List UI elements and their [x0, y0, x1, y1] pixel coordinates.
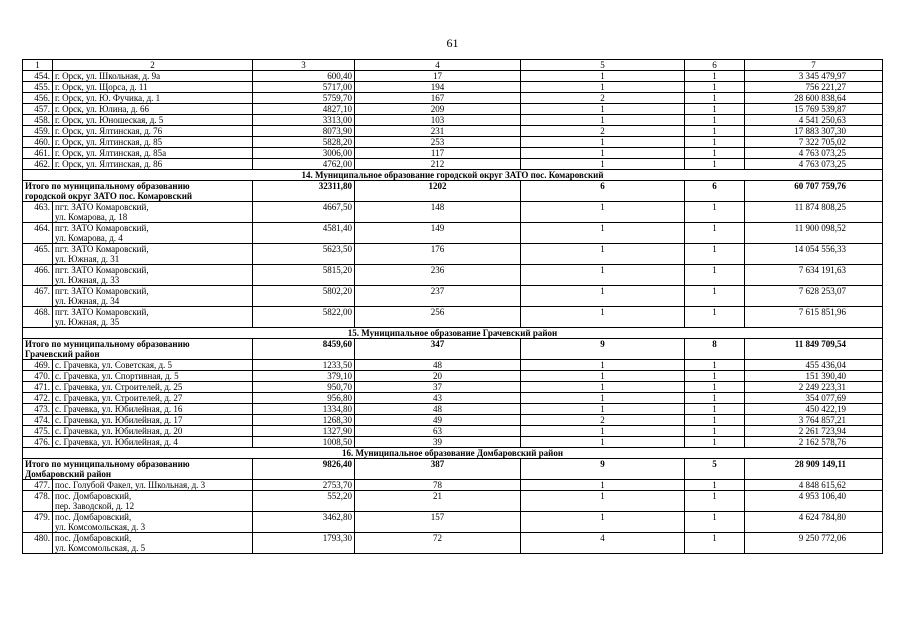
address — [53, 202, 253, 223]
text-line: с. Грачевка, ул. Юбилейная, д. 4 — [55, 437, 178, 447]
col4-value: 194 — [355, 82, 521, 93]
row-number: 468. — [23, 307, 53, 328]
text-line: с. Грачевка, ул. Юбилейная, д. 20 — [55, 426, 183, 436]
address — [53, 512, 253, 533]
table-row — [23, 244, 883, 265]
text-line: с. Грачевка, ул. Юбилейная, д. 17 — [55, 415, 183, 425]
area: 4667,50 — [253, 202, 355, 223]
sum: 17 883 307,30 — [745, 126, 883, 137]
col4-value: 63 — [355, 426, 521, 437]
row-number: 460. — [23, 137, 53, 148]
area: 950,70 — [253, 382, 355, 393]
row-number: 464. — [23, 223, 53, 244]
table-row — [23, 404, 883, 415]
table-row — [23, 82, 883, 93]
row-number: 469. — [23, 360, 53, 371]
row-number: 474. — [23, 415, 53, 426]
col5-value: 1 — [521, 148, 685, 159]
sum: 11 900 098,52 — [745, 223, 883, 244]
area: 600,40 — [253, 71, 355, 82]
row-number: 472. — [23, 393, 53, 404]
area: 956,80 — [253, 393, 355, 404]
address — [53, 82, 253, 93]
col5-value: 1 — [521, 393, 685, 404]
address — [53, 393, 253, 404]
row-number: 454. — [23, 71, 53, 82]
sum: 28 600 838,64 — [745, 93, 883, 104]
column-header: 1 — [23, 60, 53, 71]
text-line: с. Грачевка, ул. Советская, д. 5 — [55, 360, 173, 370]
col6-value: 1 — [685, 404, 745, 415]
col4-value: 49 — [355, 415, 521, 426]
col5-value: 1 — [521, 265, 685, 286]
text-line: с. Грачевка, ул. Юбилейная, д. 16 — [55, 404, 183, 414]
col4-value: 37 — [355, 382, 521, 393]
col5-value: 2 — [521, 126, 685, 137]
table-row — [23, 307, 883, 328]
col5-value: 1 — [521, 286, 685, 307]
address — [53, 148, 253, 159]
col4-value: 48 — [355, 404, 521, 415]
col5-value: 4 — [521, 533, 685, 554]
sum: 756 221,27 — [745, 82, 883, 93]
text-line: ул. Южная, д. 33 — [55, 275, 120, 285]
col5-value: 1 — [521, 137, 685, 148]
area: 1793,30 — [253, 533, 355, 554]
column-header: 2 — [53, 60, 253, 71]
col4-value: 103 — [355, 115, 521, 126]
row-number: 476. — [23, 437, 53, 448]
area: 2753,70 — [253, 480, 355, 491]
col4-value: 236 — [355, 265, 521, 286]
total-col4: 347 — [355, 339, 521, 360]
sum: 3 764 857,21 — [745, 415, 883, 426]
col6-value: 1 — [685, 360, 745, 371]
col4-value: 176 — [355, 244, 521, 265]
text-line: г. Орск, ул. Юношеская, д. 5 — [55, 115, 164, 125]
col5-value: 1 — [521, 104, 685, 115]
row-number: 477. — [23, 480, 53, 491]
col5-value: 1 — [521, 202, 685, 223]
col6-value: 1 — [685, 223, 745, 244]
table-row — [23, 126, 883, 137]
text-line: пгт. ЗАТО Комаровский, — [55, 202, 149, 212]
col6-value: 1 — [685, 71, 745, 82]
text-line: г. Орск, ул. Ю. Фучика, д. 1 — [55, 93, 161, 103]
section-title: 16. Муниципальное образование Домбаровский район — [23, 448, 883, 459]
col6-value: 1 — [685, 533, 745, 554]
sum: 4 624 784,80 — [745, 512, 883, 533]
col6-value: 1 — [685, 265, 745, 286]
area: 1334,80 — [253, 404, 355, 415]
col5-value: 1 — [521, 480, 685, 491]
col4-value: 256 — [355, 307, 521, 328]
col5-value: 1 — [521, 244, 685, 265]
col4-value: 231 — [355, 126, 521, 137]
col6-value: 1 — [685, 415, 745, 426]
row-number: 462. — [23, 159, 53, 170]
area: 3462,80 — [253, 512, 355, 533]
col6-value: 1 — [685, 159, 745, 170]
col5-value: 1 — [521, 404, 685, 415]
row-number: 478. — [23, 491, 53, 512]
sum: 2 261 723,94 — [745, 426, 883, 437]
area: 5802,20 — [253, 286, 355, 307]
col4-value: 209 — [355, 104, 521, 115]
col6-value: 1 — [685, 307, 745, 328]
table-row — [23, 426, 883, 437]
col4-value: 149 — [355, 223, 521, 244]
row-number: 470. — [23, 371, 53, 382]
total-label — [23, 339, 253, 360]
area: 1233,50 — [253, 360, 355, 371]
table-row — [23, 371, 883, 382]
total-sum: 28 909 149,11 — [745, 459, 883, 480]
sum: 4 848 615,62 — [745, 480, 883, 491]
sum: 354 077,69 — [745, 393, 883, 404]
address — [53, 223, 253, 244]
text-line: ул. Комсомольская, д. 5 — [55, 543, 146, 553]
text-line: ул. Комарова, д. 4 — [55, 233, 123, 243]
area: 4762,00 — [253, 159, 355, 170]
address — [53, 286, 253, 307]
col4-value: 157 — [355, 512, 521, 533]
area: 552,20 — [253, 491, 355, 512]
column-header: 6 — [685, 60, 745, 71]
col4-value: 21 — [355, 491, 521, 512]
total-col6: 8 — [685, 339, 745, 360]
column-header: 3 — [253, 60, 355, 71]
col6-value: 1 — [685, 126, 745, 137]
total-label — [23, 181, 253, 202]
text-line: городской округ ЗАТО пос. Комаровский — [25, 191, 193, 201]
address — [53, 265, 253, 286]
area: 4581,40 — [253, 223, 355, 244]
col5-value: 1 — [521, 512, 685, 533]
col5-value: 1 — [521, 491, 685, 512]
table-row — [23, 202, 883, 223]
col4-value: 39 — [355, 437, 521, 448]
row-number: 466. — [23, 265, 53, 286]
total-area: 9826,40 — [253, 459, 355, 480]
table-row — [23, 286, 883, 307]
sum: 4 763 073,25 — [745, 159, 883, 170]
table-row — [23, 360, 883, 371]
col4-value: 43 — [355, 393, 521, 404]
text-line: с. Грачевка, ул. Строителей, д. 27 — [55, 393, 183, 403]
address — [53, 415, 253, 426]
col6-value: 1 — [685, 371, 745, 382]
text-line: пос. Домбаровский, — [55, 533, 132, 543]
total-col6: 6 — [685, 181, 745, 202]
section-total-row — [23, 339, 883, 360]
area: 5623,50 — [253, 244, 355, 265]
area: 3313,00 — [253, 115, 355, 126]
area: 1327,90 — [253, 426, 355, 437]
sum: 14 054 556,33 — [745, 244, 883, 265]
area: 4827,10 — [253, 104, 355, 115]
table-row — [23, 223, 883, 244]
section-heading-row — [23, 448, 883, 459]
text-line: г. Орск, ул. Школьная, д. 9а — [55, 71, 161, 81]
section-heading-row — [23, 170, 883, 181]
sum: 7 322 705,02 — [745, 137, 883, 148]
address — [53, 244, 253, 265]
text-line: пос. Голубой Факел, ул. Школьная, д. 3 — [55, 480, 206, 490]
col4-value: 17 — [355, 71, 521, 82]
table-row — [23, 71, 883, 82]
row-number: 455. — [23, 82, 53, 93]
column-header: 5 — [521, 60, 685, 71]
address — [53, 360, 253, 371]
text-line: пос. Домбаровский, — [55, 491, 132, 501]
col4-value: 167 — [355, 93, 521, 104]
col5-value: 1 — [521, 307, 685, 328]
total-col4: 1202 — [355, 181, 521, 202]
col5-value: 1 — [521, 71, 685, 82]
sum: 2 162 578,76 — [745, 437, 883, 448]
text-line: ул. Южная, д. 34 — [55, 296, 120, 306]
table-row — [23, 491, 883, 512]
total-col4: 387 — [355, 459, 521, 480]
sum: 7 615 851,96 — [745, 307, 883, 328]
table-row — [23, 382, 883, 393]
address — [53, 104, 253, 115]
col6-value: 1 — [685, 93, 745, 104]
text-line: г. Орск, ул. Ялтинская, д. 85 — [55, 137, 163, 147]
col5-value: 2 — [521, 415, 685, 426]
address — [53, 307, 253, 328]
section-title: 15. Муниципальное образование Грачевский район — [23, 328, 883, 339]
col6-value: 1 — [685, 202, 745, 223]
address — [53, 382, 253, 393]
total-col5: 9 — [521, 339, 685, 360]
section-total-row — [23, 181, 883, 202]
table-row — [23, 93, 883, 104]
section-heading-row — [23, 328, 883, 339]
total-col5: 9 — [521, 459, 685, 480]
total-sum: 11 849 709,54 — [745, 339, 883, 360]
row-number: 457. — [23, 104, 53, 115]
col5-value: 1 — [521, 223, 685, 244]
col6-value: 1 — [685, 137, 745, 148]
sum: 455 436,04 — [745, 360, 883, 371]
col6-value: 1 — [685, 244, 745, 265]
section-total-row — [23, 459, 883, 480]
row-number: 461. — [23, 148, 53, 159]
total-label — [23, 459, 253, 480]
col4-value: 72 — [355, 533, 521, 554]
table-row — [23, 512, 883, 533]
section-title: 14. Муниципальное образование городской округ ЗАТО пос. Комаровский — [23, 170, 883, 181]
col4-value: 78 — [355, 480, 521, 491]
col5-value: 1 — [521, 82, 685, 93]
text-line: Грачевский район — [25, 349, 100, 359]
area: 5828,20 — [253, 137, 355, 148]
text-line: пгт. ЗАТО Комаровский, — [55, 307, 149, 317]
table-row — [23, 148, 883, 159]
table-row — [23, 137, 883, 148]
table-row — [23, 115, 883, 126]
total-col6: 5 — [685, 459, 745, 480]
col6-value: 1 — [685, 148, 745, 159]
column-header: 7 — [745, 60, 883, 71]
col6-value: 1 — [685, 393, 745, 404]
row-number: 458. — [23, 115, 53, 126]
sum: 4 541 250,63 — [745, 115, 883, 126]
text-line: ул. Комсомольская, д. 3 — [55, 522, 146, 532]
area: 8073,90 — [253, 126, 355, 137]
row-number: 479. — [23, 512, 53, 533]
sum: 450 422,19 — [745, 404, 883, 415]
address — [53, 126, 253, 137]
text-line: пгт. ЗАТО Комаровский, — [55, 223, 149, 233]
row-number: 465. — [23, 244, 53, 265]
row-number: 475. — [23, 426, 53, 437]
sum: 15 769 539,87 — [745, 104, 883, 115]
table-row — [23, 159, 883, 170]
text-line: Итого по муниципальному образованию — [25, 459, 190, 469]
text-line: г. Орск, ул. Ялтинская, д. 86 — [55, 159, 163, 169]
sum: 3 345 479,97 — [745, 71, 883, 82]
total-sum: 60 707 759,76 — [745, 181, 883, 202]
text-line: г. Орск, ул. Юлина, д. 66 — [55, 104, 149, 114]
text-line: Итого по муниципальному образованию — [25, 181, 190, 191]
col4-value: 48 — [355, 360, 521, 371]
total-area: 32311,80 — [253, 181, 355, 202]
col6-value: 1 — [685, 426, 745, 437]
address — [53, 491, 253, 512]
row-number: 459. — [23, 126, 53, 137]
area: 3006,00 — [253, 148, 355, 159]
col4-value: 117 — [355, 148, 521, 159]
col4-value: 253 — [355, 137, 521, 148]
row-number: 480. — [23, 533, 53, 554]
col6-value: 1 — [685, 382, 745, 393]
col6-value: 1 — [685, 104, 745, 115]
text-line: с. Грачевка, ул. Спортивная, д. 5 — [55, 371, 179, 381]
text-line: ул. Комарова, д. 18 — [55, 212, 128, 222]
col5-value: 1 — [521, 159, 685, 170]
sum: 2 249 223,31 — [745, 382, 883, 393]
text-line: Домбаровский район — [25, 469, 112, 479]
sum: 11 874 808,25 — [745, 202, 883, 223]
area: 5759,70 — [253, 93, 355, 104]
address — [53, 426, 253, 437]
sum: 7 628 253,07 — [745, 286, 883, 307]
table-row — [23, 437, 883, 448]
address — [53, 480, 253, 491]
col4-value: 237 — [355, 286, 521, 307]
sum: 4 763 073,25 — [745, 148, 883, 159]
col5-value: 1 — [521, 371, 685, 382]
table-row — [23, 533, 883, 554]
table-row — [23, 480, 883, 491]
sum: 4 953 106,40 — [745, 491, 883, 512]
page-number: 61 — [446, 36, 459, 50]
sum: 9 250 772,06 — [745, 533, 883, 554]
col4-value: 20 — [355, 371, 521, 382]
col5-value: 2 — [521, 93, 685, 104]
text-line: пгт. ЗАТО Комаровский, — [55, 286, 149, 296]
col5-value: 1 — [521, 382, 685, 393]
text-line: Итого по муниципальному образованию — [25, 339, 190, 349]
col6-value: 1 — [685, 480, 745, 491]
text-line: г. Орск, ул. Ялтинская, д. 76 — [55, 126, 163, 136]
col4-value: 148 — [355, 202, 521, 223]
area: 1008,50 — [253, 437, 355, 448]
row-number: 471. — [23, 382, 53, 393]
area: 379,10 — [253, 371, 355, 382]
table-row — [23, 415, 883, 426]
row-number: 473. — [23, 404, 53, 415]
sum: 151 390,40 — [745, 371, 883, 382]
col6-value: 1 — [685, 115, 745, 126]
col5-value: 1 — [521, 426, 685, 437]
address — [53, 371, 253, 382]
text-line: с. Грачевка, ул. Строителей, д. 25 — [55, 382, 183, 392]
table-row — [23, 393, 883, 404]
address — [53, 137, 253, 148]
row-number: 467. — [23, 286, 53, 307]
col6-value: 1 — [685, 286, 745, 307]
text-line: ул. Южная, д. 31 — [55, 254, 120, 264]
area: 1268,30 — [253, 415, 355, 426]
address — [53, 533, 253, 554]
table-row — [23, 104, 883, 115]
address — [53, 71, 253, 82]
col5-value: 1 — [521, 115, 685, 126]
col6-value: 1 — [685, 82, 745, 93]
col5-value: 1 — [521, 360, 685, 371]
text-line: ул. Южная, д. 35 — [55, 317, 120, 327]
address — [53, 115, 253, 126]
table-row — [23, 265, 883, 286]
address — [53, 437, 253, 448]
address — [53, 404, 253, 415]
text-line: пос. Домбаровский, — [55, 512, 132, 522]
text-line: пер. Заводской, д. 12 — [55, 501, 135, 511]
col4-value: 212 — [355, 159, 521, 170]
area: 5717,00 — [253, 82, 355, 93]
area: 5822,00 — [253, 307, 355, 328]
sum: 7 634 191,63 — [745, 265, 883, 286]
address — [53, 159, 253, 170]
col5-value: 1 — [521, 437, 685, 448]
col6-value: 1 — [685, 491, 745, 512]
row-number: 456. — [23, 93, 53, 104]
total-col5: 6 — [521, 181, 685, 202]
text-line: пгт. ЗАТО Комаровский, — [55, 244, 149, 254]
row-number: 463. — [23, 202, 53, 223]
text-line: г. Орск, ул. Ялтинская, д. 85а — [55, 148, 167, 158]
text-line: пгт. ЗАТО Комаровский, — [55, 265, 149, 275]
text-line: г. Орск, ул. Щорса, д. 11 — [55, 82, 148, 92]
col6-value: 1 — [685, 512, 745, 533]
address — [53, 93, 253, 104]
col6-value: 1 — [685, 437, 745, 448]
buildings-table — [22, 59, 883, 554]
column-number-header-row — [23, 60, 883, 71]
area: 5815,20 — [253, 265, 355, 286]
total-area: 8459,60 — [253, 339, 355, 360]
column-header: 4 — [355, 60, 521, 71]
